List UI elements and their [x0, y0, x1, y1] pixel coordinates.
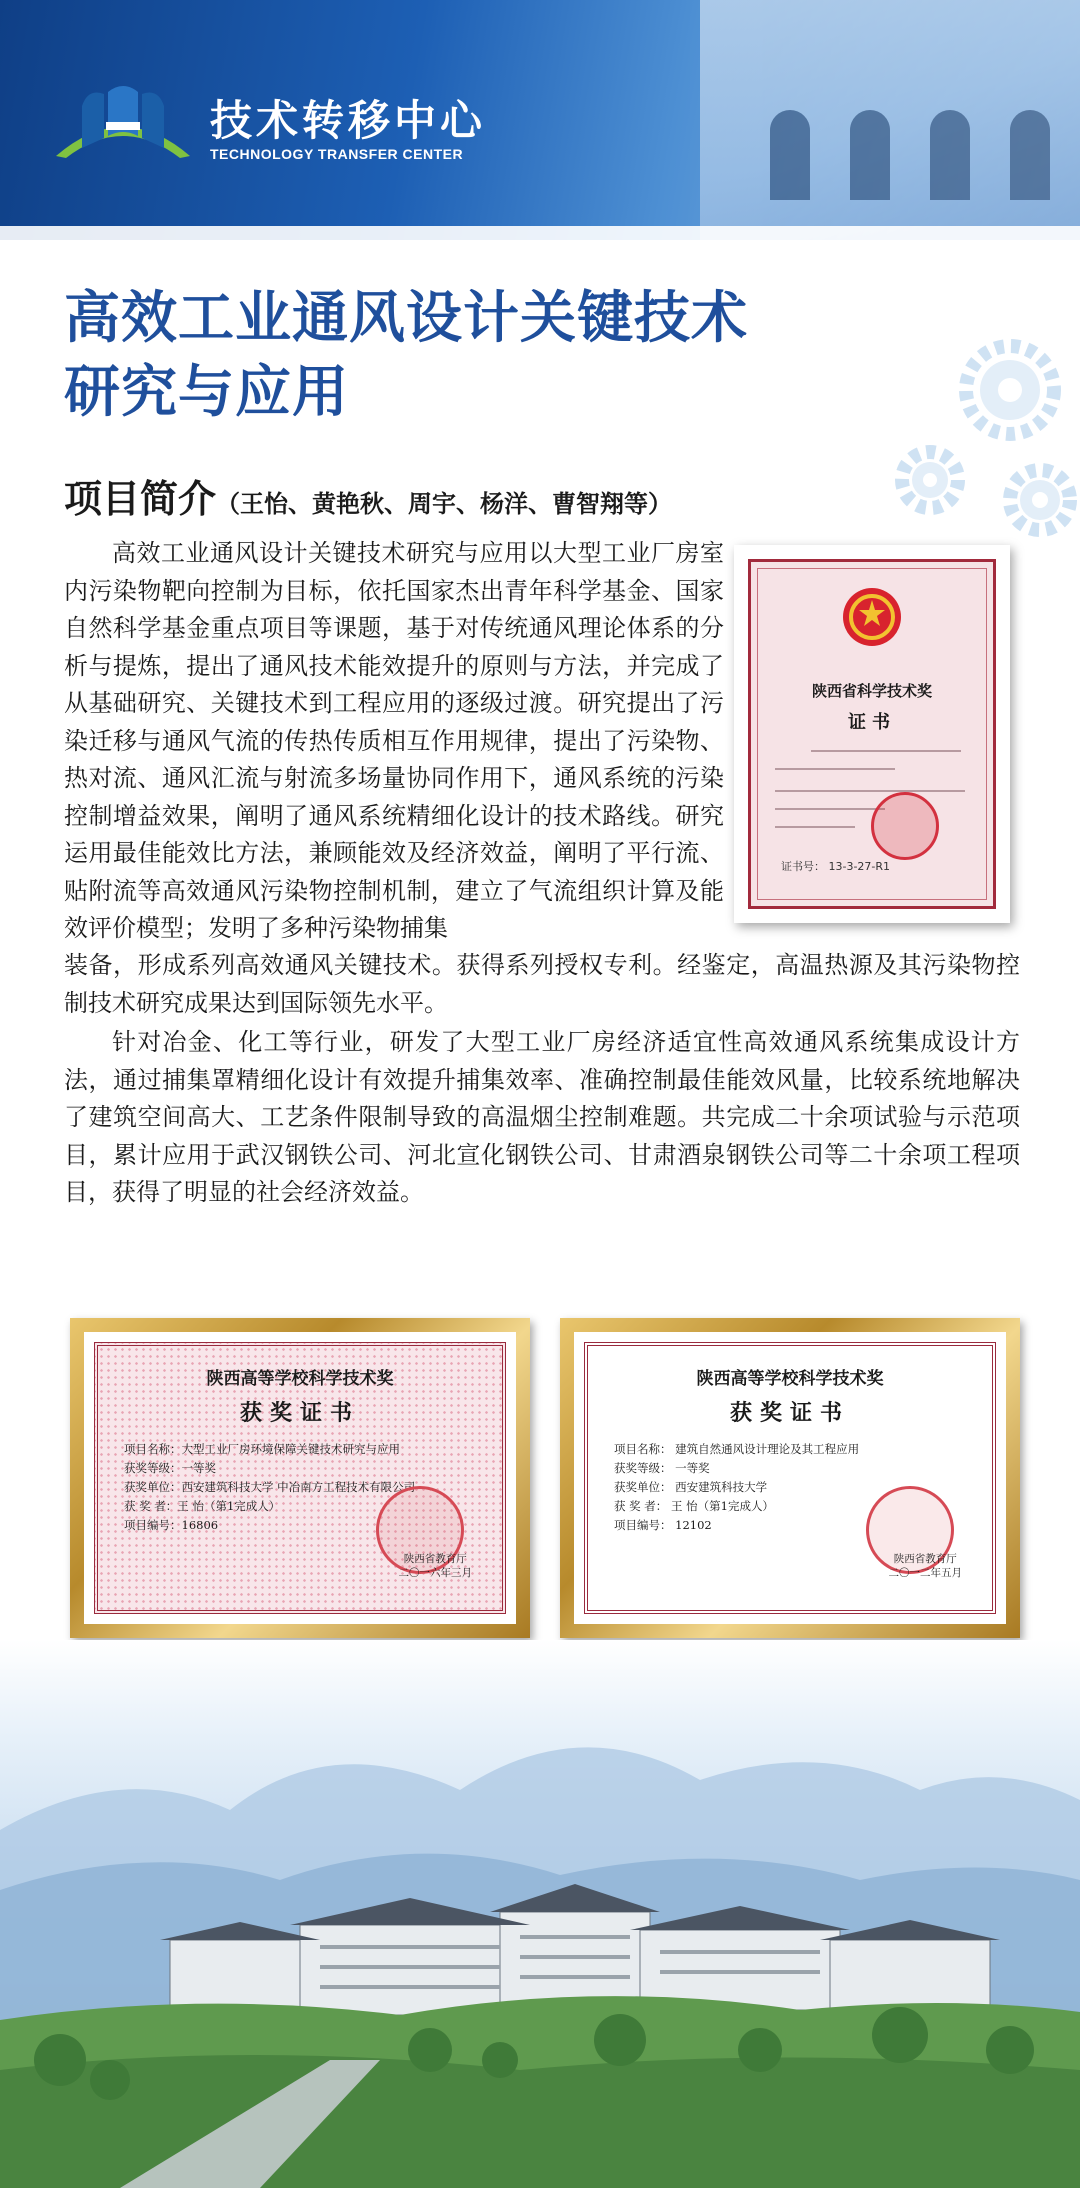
campus-photo — [0, 1640, 1080, 2188]
left-cert-winner: 获 奖 者：王 怡（第1完成人） — [124, 1499, 281, 1513]
section-title: 项目简介 — [64, 477, 217, 521]
right-cert-org: 陕西高等学校科学技术奖 — [696, 1369, 884, 1389]
logo-chinese: 技术转移中心 — [210, 96, 487, 145]
left-cert-project: 项目名称：大型工业厂房环境保障关键技术研究与应用 — [124, 1442, 400, 1456]
left-cert-date: 二〇一六年三月 — [398, 1567, 472, 1579]
framed-certificate-right — [560, 1318, 1020, 1638]
paragraph-intro: 高效工业通风设计关键技术研究与应用以大型工业厂房室内污染物靶向控制为目标，依托国家杰出青年科学基金、国家自然科学基金重点项目等课题，基于对传统通风理论体系的分析与提炼，提出了通风技术能效提升的原则与方法，并完成了从基础研究、关键技术到工程应用的逐级过渡。研究提出了污染迁移与通风气流的传热传质相互作用规律，提出了污染物、热对流、通风汇流与射流多场量协同作用下，通风系统的污染控制增益效果，阐明了通风系统精细化设计的技术路线。研究运用最佳能效比方法，兼顾能效及经济效益，阐明了平行流、贴附流等高效通风污染物控制机制，建立了气流组织计算及能效评价模型；发明了多种污染物捕集 — [64, 539, 724, 942]
right-cert-issuer-name: 陕西省教育厅 — [893, 1553, 957, 1565]
national-emblem-icon — [841, 586, 903, 648]
tech-transfer-logo-icon — [48, 78, 198, 168]
right-cert-winner: 获 奖 者： 王 怡（第1完成人） — [614, 1499, 774, 1513]
provincial-seal-icon — [871, 792, 939, 860]
title-line-1: 高效工业通风设计关键技术 — [64, 286, 748, 351]
framed-certificate-left — [70, 1318, 530, 1638]
left-cert-unit: 获奖单位：西安建筑科技大学 中冶南方工程技术有限公司 — [124, 1480, 416, 1494]
left-cert-level: 获奖等级：一等奖 — [124, 1461, 216, 1475]
left-cert-issuer — [399, 1552, 473, 1580]
provincial-award-certificate — [734, 545, 1010, 923]
title-line-2: 研究与应用 — [64, 360, 349, 425]
campus-scene-illustration — [0, 1640, 1080, 2188]
left-cert-issuer-name: 陕西省教育厅 — [403, 1553, 467, 1565]
header-divider — [0, 226, 1080, 240]
provincial-cert-org: 陕西省科学技术奖 — [811, 682, 932, 700]
paragraph-intro-continued: 装备，形成系列高效通风关键技术。获得系列授权专利。经鉴定，高温热源及其污染物控制技术研究成果达到国际领先水平。 — [64, 951, 1020, 1017]
provincial-cert-number: 证书号： 13-3-27-R1 — [781, 860, 891, 873]
logo-english: TECHNOLOGY TRANSFER CENTER — [210, 146, 464, 162]
provincial-cert-title: 证书 — [848, 712, 896, 733]
header-banner — [0, 0, 1080, 240]
left-cert-title: 获奖证书 — [239, 1400, 360, 1426]
right-cert-number: 项目编号： 12102 — [614, 1518, 712, 1532]
right-cert-date: 二〇一二年五月 — [888, 1567, 962, 1579]
left-cert-org: 陕西高等学校科学技术奖 — [206, 1369, 394, 1389]
right-cert-level: 获奖等级： 一等奖 — [614, 1461, 710, 1475]
right-cert-issuer — [889, 1552, 963, 1580]
header-building-image — [700, 0, 1080, 240]
right-cert-project: 项目名称： 建筑自然通风设计理论及其工程应用 — [614, 1442, 860, 1456]
section-team: （王怡、黄艳秋、周宇、杨洋、曹智翔等） — [216, 490, 673, 518]
paragraph-application: 针对冶金、化工等行业，研发了大型工业厂房经济适宜性高效通风系统集成设计方法，通过捕集罩精细化设计有效提升捕集效率、准确控制最佳能效风量，比较系统地解决了建筑空间高大、工艺条件限制导致的高温烟尘控制难题。共完成二十余项试验与示范项目，累计应用于武汉钢铁公司、河北宣化钢铁公司、甘肃酒泉钢铁公司等二十余项工程项目，获得了明显的社会经济效益。 — [64, 1028, 1020, 1206]
logo-text — [210, 98, 486, 162]
left-cert-number: 项目编号：16806 — [124, 1518, 219, 1532]
page-title — [64, 282, 884, 430]
section-heading — [64, 468, 964, 523]
right-cert-unit: 获奖单位： 西安建筑科技大学 — [614, 1480, 768, 1494]
right-cert-title: 获奖证书 — [729, 1400, 850, 1426]
